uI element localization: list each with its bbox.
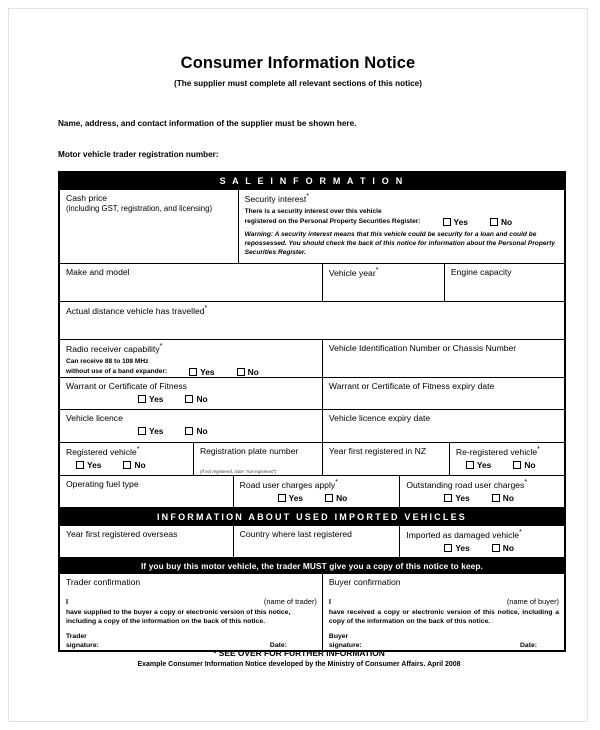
cell-year-first-registered-overseas[interactable] bbox=[60, 526, 234, 557]
checkbox-icon[interactable] bbox=[138, 427, 146, 435]
outstanding-road-user-charges-yes-option[interactable]: Yes bbox=[444, 493, 469, 503]
registered-vehicle-answer-row bbox=[66, 460, 188, 470]
checkbox-icon[interactable] bbox=[492, 494, 500, 502]
asterisk-icon: * bbox=[519, 529, 522, 536]
cell-vehicle-licence-expiry[interactable] bbox=[323, 410, 564, 442]
checkbox-icon[interactable] bbox=[123, 461, 131, 469]
cash-price-label: Cash price bbox=[66, 193, 108, 203]
cell-country-last-registered[interactable] bbox=[234, 526, 401, 557]
imported-as-damaged-answer-row bbox=[406, 543, 559, 553]
road-user-charges-label: Road user charges apply* bbox=[239, 479, 338, 490]
checkbox-icon[interactable] bbox=[443, 218, 451, 226]
buyer-i-label: I bbox=[328, 596, 332, 606]
cell-vehicle-licence[interactable] bbox=[60, 410, 323, 442]
checkbox-icon[interactable] bbox=[490, 218, 498, 226]
imported-as-damaged-label: Imported as damaged vehicle* bbox=[406, 529, 522, 540]
trader-registration-number-line: Motor vehicle trader registration number: bbox=[58, 150, 219, 159]
row-warrant-fitness bbox=[60, 378, 564, 410]
re-registered-vehicle-no-option[interactable]: No bbox=[513, 460, 535, 470]
trader-name-placeholder: (name of trader) bbox=[263, 596, 317, 606]
buyer-confirmation-body: have received a copy or electronic version of this notice, including a copy of the information on the back of this notice. bbox=[328, 608, 559, 625]
cell-engine-capacity[interactable] bbox=[445, 264, 564, 301]
checkbox-icon[interactable] bbox=[185, 395, 193, 403]
banner-copy-notice: If you buy this motor vehicle, the trader MUST give you a copy of this notice to keep. bbox=[60, 558, 564, 574]
radio-receiver-no-option[interactable]: No bbox=[237, 367, 259, 377]
security-interest-label: Security interest* bbox=[244, 193, 309, 204]
buyer-confirmation-heading: Buyer confirmation bbox=[328, 577, 401, 587]
year-first-registered-nz-label: Year first registered in NZ bbox=[328, 446, 427, 456]
imported-as-damaged-yes-option[interactable]: Yes bbox=[444, 543, 469, 553]
asterisk-icon: * bbox=[537, 446, 540, 453]
row-make-model-year-engine bbox=[60, 264, 564, 302]
make-and-model-label: Make and model bbox=[66, 267, 130, 277]
re-registered-vehicle-yes-option[interactable]: Yes bbox=[466, 460, 491, 470]
checkbox-icon[interactable] bbox=[237, 368, 245, 376]
buyer-name-placeholder: (name of buyer) bbox=[506, 596, 559, 606]
asterisk-icon: * bbox=[335, 479, 338, 486]
cell-buyer-confirmation[interactable] bbox=[323, 574, 564, 650]
cell-registered-vehicle[interactable] bbox=[60, 443, 194, 475]
trader-confirmation-heading: Trader confirmation bbox=[66, 577, 141, 587]
cell-imported-as-damaged[interactable] bbox=[400, 526, 564, 557]
supplier-info-line: Name, address, and contact information of the supplier must be shown here. bbox=[58, 119, 357, 128]
checkbox-icon[interactable] bbox=[138, 395, 146, 403]
security-interest-line2: registered on the Personal Property Securities Register: bbox=[244, 217, 421, 225]
checkbox-icon[interactable] bbox=[513, 461, 521, 469]
outstanding-road-user-charges-no-option[interactable]: No bbox=[492, 493, 514, 503]
cell-registration-plate[interactable] bbox=[194, 443, 323, 475]
engine-capacity-label: Engine capacity bbox=[450, 267, 512, 277]
radio-receiver-label: Radio receiver capability* bbox=[66, 343, 163, 354]
cell-make-and-model[interactable] bbox=[60, 264, 323, 301]
cell-road-user-charges[interactable] bbox=[234, 476, 401, 507]
cell-operating-fuel-type[interactable] bbox=[60, 476, 234, 507]
asterisk-icon: * bbox=[204, 305, 208, 312]
warrant-fitness-expiry-label: Warrant or Certificate of Fitness expiry date bbox=[328, 381, 495, 391]
cash-price-sublabel: (including GST, registration, and licensing) bbox=[66, 203, 213, 213]
cell-security-interest[interactable] bbox=[239, 190, 564, 263]
cell-outstanding-road-user-charges[interactable] bbox=[400, 476, 564, 507]
security-interest-line1: There is a security interest over this vehicle bbox=[244, 207, 382, 215]
road-user-charges-yes-option[interactable]: Yes bbox=[278, 493, 303, 503]
row-imported-vehicle bbox=[60, 526, 564, 558]
radio-receiver-yes-option[interactable]: Yes bbox=[189, 367, 214, 377]
buyer-date-label[interactable]: Date: bbox=[520, 641, 537, 649]
trader-signature-line[interactable]: signature: bbox=[66, 641, 99, 649]
asterisk-icon: * bbox=[375, 267, 379, 274]
cell-re-registered-vehicle[interactable] bbox=[450, 443, 564, 475]
trader-signature-label: Trader bbox=[66, 633, 87, 641]
trader-date-label[interactable]: Date: bbox=[269, 641, 287, 649]
cell-vin[interactable] bbox=[323, 340, 564, 377]
buyer-signature-line[interactable]: signature: bbox=[328, 641, 362, 649]
warrant-fitness-yes-option[interactable]: Yes bbox=[138, 394, 163, 404]
vin-label: Vehicle Identification Number or Chassis Number bbox=[328, 343, 517, 353]
row-actual-distance bbox=[60, 302, 564, 340]
cell-actual-distance[interactable] bbox=[60, 302, 564, 339]
cell-radio-receiver[interactable] bbox=[60, 340, 323, 377]
checkbox-icon[interactable] bbox=[444, 494, 452, 502]
outstanding-road-user-charges-answer-row bbox=[406, 493, 559, 503]
footer-credit: Example Consumer Information Notice developed by the Ministry of Consumer Affairs. April 2008 bbox=[137, 661, 461, 668]
buyer-signature-label: Buyer bbox=[328, 633, 349, 641]
warrant-fitness-label: Warrant or Certificate of Fitness bbox=[66, 381, 187, 391]
imported-as-damaged-no-option[interactable]: No bbox=[492, 543, 514, 553]
cell-cash-price[interactable] bbox=[60, 190, 239, 263]
row-fuel-and-ruc bbox=[60, 476, 564, 508]
warrant-fitness-no-option[interactable]: No bbox=[185, 394, 207, 404]
page-subtitle: (The supplier must complete all relevant sections of this notice) bbox=[174, 79, 422, 88]
road-user-charges-no-option[interactable]: No bbox=[325, 493, 347, 503]
radio-receiver-line2: without use of a band expander: bbox=[66, 367, 168, 375]
cell-warrant-fitness[interactable] bbox=[60, 378, 323, 409]
row-cash-price-security-interest bbox=[60, 190, 564, 264]
checkbox-icon[interactable] bbox=[444, 544, 452, 552]
security-interest-no-option[interactable]: No bbox=[490, 217, 512, 227]
re-registered-vehicle-answer-row bbox=[456, 460, 559, 470]
checkbox-icon[interactable] bbox=[185, 427, 193, 435]
row-vehicle-licence bbox=[60, 410, 564, 443]
row-confirmations bbox=[60, 574, 564, 650]
road-user-charges-answer-row bbox=[240, 493, 395, 503]
warrant-fitness-answer-row bbox=[66, 394, 317, 404]
checkbox-icon[interactable] bbox=[278, 494, 286, 502]
cell-trader-confirmation[interactable] bbox=[60, 574, 323, 650]
banner-sale-information: S A L E I N F O R M A T I O N bbox=[60, 173, 564, 190]
country-last-registered-label: Country where last registered bbox=[239, 529, 352, 539]
checkbox-icon[interactable] bbox=[466, 461, 474, 469]
registered-vehicle-no-option[interactable]: No bbox=[123, 460, 145, 470]
page-title: Consumer Information Notice bbox=[180, 54, 416, 72]
registered-vehicle-label: Registered vehicle* bbox=[66, 446, 140, 457]
actual-distance-label: Actual distance vehicle has travelled* bbox=[66, 305, 208, 316]
checkbox-icon[interactable] bbox=[189, 368, 197, 376]
buyer-name-row bbox=[329, 597, 559, 606]
trader-name-row bbox=[66, 597, 317, 606]
year-first-registered-overseas-label: Year first registered overseas bbox=[66, 529, 178, 539]
banner-imported-vehicles: INFORMATION ABOUT USED IMPORTED VEHICLES bbox=[60, 508, 564, 526]
checkbox-icon[interactable] bbox=[76, 461, 84, 469]
re-registered-vehicle-label: Re-registered vehicle* bbox=[455, 446, 540, 457]
vehicle-licence-expiry-label: Vehicle licence expiry date bbox=[328, 413, 431, 423]
radio-receiver-line1: Can receive 88 to 108 MHz bbox=[66, 357, 149, 365]
row-radio-receiver-vin bbox=[60, 340, 564, 378]
outstanding-road-user-charges-label: Outstanding road user charges* bbox=[406, 479, 528, 490]
asterisk-icon: * bbox=[306, 193, 309, 200]
vehicle-year-label: Vehicle year* bbox=[328, 267, 379, 278]
security-interest-answer-row bbox=[245, 217, 559, 227]
document-page bbox=[8, 8, 588, 722]
trader-confirmation-body: have supplied to the buyer a copy or electronic version of this notice, including a copy of the information on the back of this notice. bbox=[66, 608, 291, 625]
vehicle-licence-yes-option[interactable]: Yes bbox=[138, 426, 163, 436]
vehicle-licence-no-option[interactable]: No bbox=[185, 426, 207, 436]
registration-plate-label: Registration plate number bbox=[199, 446, 299, 456]
radio-receiver-answer-row bbox=[66, 367, 317, 377]
sale-information-form bbox=[58, 171, 566, 652]
cell-warrant-fitness-expiry[interactable] bbox=[323, 378, 564, 409]
cell-vehicle-year[interactable] bbox=[323, 264, 445, 301]
vehicle-licence-answer-row bbox=[66, 426, 317, 436]
asterisk-icon: * bbox=[136, 446, 140, 453]
footer bbox=[9, 641, 589, 668]
asterisk-icon: * bbox=[524, 479, 528, 486]
asterisk-icon: * bbox=[159, 343, 163, 350]
vehicle-licence-label: Vehicle licence bbox=[66, 413, 123, 423]
trader-i-label: I bbox=[66, 596, 69, 606]
security-interest-yes-option[interactable]: Yes bbox=[443, 217, 468, 227]
checkbox-icon[interactable] bbox=[325, 494, 333, 502]
cell-year-first-registered-nz[interactable] bbox=[323, 443, 450, 475]
operating-fuel-type-label: Operating fuel type bbox=[66, 479, 139, 489]
checkbox-icon[interactable] bbox=[492, 544, 500, 552]
registered-vehicle-yes-option[interactable]: Yes bbox=[76, 460, 101, 470]
security-interest-warning: Warning: A security interest means that this vehicle could be security for a loan and could be repossessed. You should check the back of this notice for information about the Personal Property Securities Register. bbox=[244, 231, 555, 256]
footer-see-over: * SEE OVER FOR FURTHER INFORMATION bbox=[213, 648, 385, 658]
row-registration bbox=[60, 443, 564, 476]
registration-plate-note: (If not registered, state "not registered") bbox=[199, 469, 277, 474]
